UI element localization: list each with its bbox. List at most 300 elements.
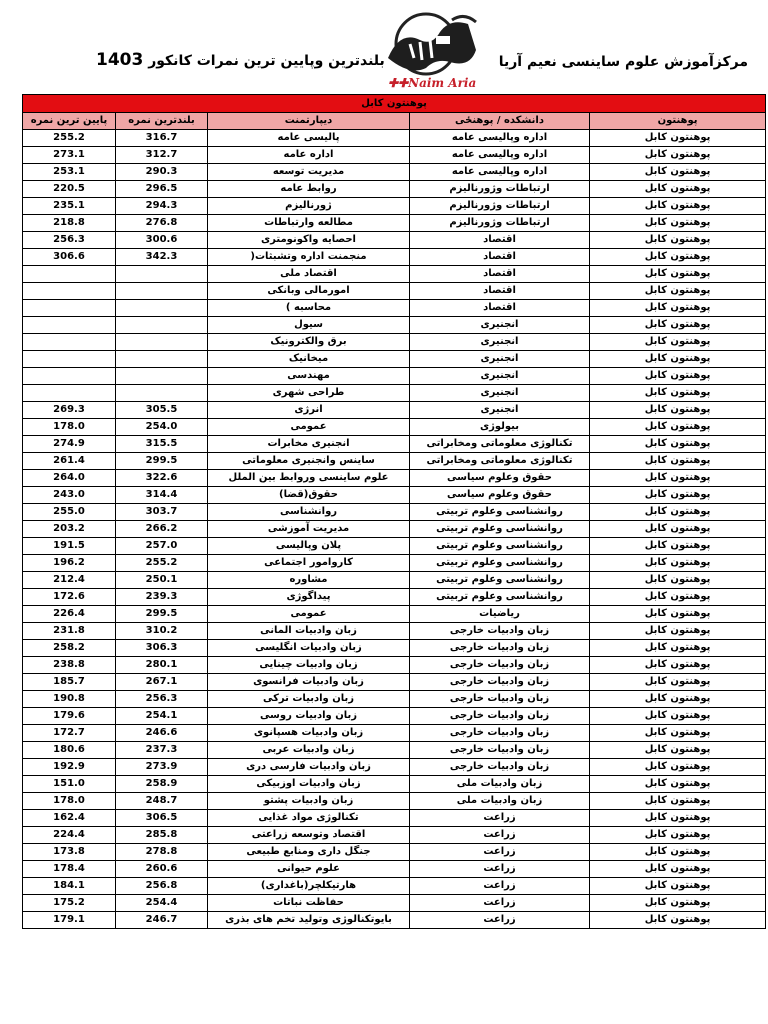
faculty-cell: زبان وادبیات ملی <box>410 793 590 810</box>
faculty-cell: زراعت <box>410 844 590 861</box>
table-row <box>23 572 766 589</box>
faculty-cell: ریاضیات <box>410 606 590 623</box>
highest-score-cell: 273.9 <box>116 759 208 776</box>
highest-score-cell: 280.1 <box>116 657 208 674</box>
faculty-cell: اقتصاد <box>410 300 590 317</box>
highest-score-cell: 250.1 <box>116 572 208 589</box>
highest-score-cell <box>116 283 208 300</box>
lowest-score-cell: 173.8 <box>23 844 116 861</box>
col-lowest-score: پایین ترین نمره <box>23 113 116 130</box>
department-cell: سیول <box>208 317 410 334</box>
table-row <box>23 232 766 249</box>
lowest-score-cell: 178.0 <box>23 793 116 810</box>
highest-score-cell <box>116 351 208 368</box>
faculty-cell: روانشناسی وعلوم تربیتی <box>410 555 590 572</box>
university-cell: پوهنتون کابل <box>590 385 766 402</box>
lowest-score-cell: 224.4 <box>23 827 116 844</box>
lowest-score-cell: 238.8 <box>23 657 116 674</box>
department-cell: اقتصاد ملی <box>208 266 410 283</box>
university-cell: پوهنتون کابل <box>590 368 766 385</box>
table-row <box>23 521 766 538</box>
highest-score-cell: 312.7 <box>116 147 208 164</box>
lowest-score-cell: 172.7 <box>23 725 116 742</box>
department-cell: منجمنت اداره وتشبثات( <box>208 249 410 266</box>
highest-score-cell: 256.8 <box>116 878 208 895</box>
table-header-row <box>23 113 766 130</box>
lowest-score-cell: 212.4 <box>23 572 116 589</box>
table-row <box>23 589 766 606</box>
highest-score-cell: 255.2 <box>116 555 208 572</box>
department-cell: علوم حیوانی <box>208 861 410 878</box>
university-cell: پوهنتون کابل <box>590 793 766 810</box>
university-cell: پوهنتون کابل <box>590 164 766 181</box>
department-cell: علوم ساینسی وروابط بین الملل <box>208 470 410 487</box>
department-cell: زبان وادبیات المانی <box>208 623 410 640</box>
lowest-score-cell: 196.2 <box>23 555 116 572</box>
faculty-cell: تکنالوژی معلوماتی ومخابراتی <box>410 436 590 453</box>
department-cell: زبان وادبیات هسپانوی <box>208 725 410 742</box>
university-cell: پوهنتون کابل <box>590 657 766 674</box>
faculty-cell: اداره وپالیسی عامه <box>410 164 590 181</box>
lowest-score-cell: 192.9 <box>23 759 116 776</box>
table-row <box>23 538 766 555</box>
highest-score-cell <box>116 385 208 402</box>
university-cell: پوهنتون کابل <box>590 776 766 793</box>
university-cell: پوهنتون کابل <box>590 249 766 266</box>
lowest-score-cell: 179.6 <box>23 708 116 725</box>
table-row <box>23 844 766 861</box>
lowest-score-cell <box>23 317 116 334</box>
table-row <box>23 742 766 759</box>
faculty-cell: روانشناسی وعلوم تربیتی <box>410 504 590 521</box>
highest-score-cell: 266.2 <box>116 521 208 538</box>
table-row <box>23 402 766 419</box>
faculty-cell: زبان وادبیات خارجی <box>410 725 590 742</box>
university-cell: پوهنتون کابل <box>590 351 766 368</box>
university-cell: پوهنتون کابل <box>590 538 766 555</box>
faculty-cell: زراعت <box>410 827 590 844</box>
department-cell: امورمالی وبانکی <box>208 283 410 300</box>
faculty-cell: زبان وادبیات خارجی <box>410 759 590 776</box>
department-cell: مدیریت آموزشی <box>208 521 410 538</box>
department-cell: اقتصاد وتوسعه زراعتی <box>208 827 410 844</box>
col-faculty: دانشکده / پوهنځی <box>410 113 590 130</box>
highest-score-cell <box>116 317 208 334</box>
faculty-cell: حقوق وعلوم سیاسی <box>410 487 590 504</box>
faculty-cell: اقتصاد <box>410 249 590 266</box>
university-cell: پوهنتون کابل <box>590 487 766 504</box>
highest-score-cell: 248.7 <box>116 793 208 810</box>
highest-score-cell: 299.5 <box>116 606 208 623</box>
naim-aria-logo <box>380 10 488 94</box>
university-cell: پوهنتون کابل <box>590 708 766 725</box>
university-cell: پوهنتون کابل <box>590 521 766 538</box>
faculty-cell: اقتصاد <box>410 283 590 300</box>
university-cell: پوهنتون کابل <box>590 725 766 742</box>
highest-score-cell <box>116 300 208 317</box>
lowest-score-cell: 220.5 <box>23 181 116 198</box>
highest-score-cell: 254.1 <box>116 708 208 725</box>
department-cell: حفاظت نباتات <box>208 895 410 912</box>
department-cell: انجنیری مخابرات <box>208 436 410 453</box>
lowest-score-cell: 256.3 <box>23 232 116 249</box>
faculty-cell: تکنالوژی معلوماتی ومخابراتی <box>410 453 590 470</box>
department-cell: کاروامور اجتماعی <box>208 555 410 572</box>
table-row <box>23 708 766 725</box>
university-cell: پوهنتون کابل <box>590 232 766 249</box>
department-cell: حقوق(قضا) <box>208 487 410 504</box>
logo-mark-icon <box>380 10 488 80</box>
department-cell: روانشناسی <box>208 504 410 521</box>
department-cell: مهندسی <box>208 368 410 385</box>
university-cell: پوهنتون کابل <box>590 827 766 844</box>
faculty-cell: زبان وادبیات ملی <box>410 776 590 793</box>
department-cell: مشاوره <box>208 572 410 589</box>
highest-score-cell: 296.5 <box>116 181 208 198</box>
department-cell: روابط عامه <box>208 181 410 198</box>
lowest-score-cell <box>23 283 116 300</box>
table-row <box>23 317 766 334</box>
highest-score-cell: 342.3 <box>116 249 208 266</box>
highest-score-cell: 300.6 <box>116 232 208 249</box>
department-cell: تکنالوژی مواد غذایی <box>208 810 410 827</box>
table-row <box>23 623 766 640</box>
faculty-cell: زراعت <box>410 895 590 912</box>
table-row <box>23 504 766 521</box>
department-cell: طراحی شهری <box>208 385 410 402</box>
highest-score-cell: 246.6 <box>116 725 208 742</box>
highest-score-cell: 316.7 <box>116 130 208 147</box>
scores-table <box>22 94 766 929</box>
university-cell: پوهنتون کابل <box>590 589 766 606</box>
department-cell: انرژی <box>208 402 410 419</box>
lowest-score-cell: 269.3 <box>23 402 116 419</box>
highest-score-cell: 254.0 <box>116 419 208 436</box>
table-row <box>23 895 766 912</box>
table-row <box>23 198 766 215</box>
page-header <box>0 0 768 94</box>
department-cell: زبان وادبیات چینایی <box>208 657 410 674</box>
department-cell: برق والکترونیک <box>208 334 410 351</box>
faculty-cell: انجنیری <box>410 334 590 351</box>
university-cell: پوهنتون کابل <box>590 283 766 300</box>
lowest-score-cell: 191.5 <box>23 538 116 555</box>
faculty-cell: زبان وادبیات خارجی <box>410 623 590 640</box>
table-row <box>23 759 766 776</box>
table-row <box>23 776 766 793</box>
department-cell: محاسبه ) <box>208 300 410 317</box>
lowest-score-cell: 184.1 <box>23 878 116 895</box>
lowest-score-cell: 255.0 <box>23 504 116 521</box>
highest-score-cell: 257.0 <box>116 538 208 555</box>
table-banner: پوهنتون کابل <box>23 95 766 113</box>
university-cell: پوهنتون کابل <box>590 130 766 147</box>
faculty-cell: زراعت <box>410 810 590 827</box>
table-row <box>23 147 766 164</box>
faculty-cell: انجنیری <box>410 385 590 402</box>
university-cell: پوهنتون کابل <box>590 181 766 198</box>
university-cell: پوهنتون کابل <box>590 453 766 470</box>
department-cell: زبان وادبیات انگلیسی <box>208 640 410 657</box>
logo-latin-text: ✚✚Naim Aria <box>388 76 477 90</box>
lowest-score-cell: 151.0 <box>23 776 116 793</box>
lowest-score-cell: 179.1 <box>23 912 116 929</box>
table-row <box>23 878 766 895</box>
university-cell: پوهنتون کابل <box>590 419 766 436</box>
department-cell: مطالعه وارتباطات <box>208 215 410 232</box>
table-row <box>23 674 766 691</box>
lowest-score-cell: 258.2 <box>23 640 116 657</box>
faculty-cell: زبان وادبیات خارجی <box>410 742 590 759</box>
university-cell: پوهنتون کابل <box>590 691 766 708</box>
lowest-score-cell: 274.9 <box>23 436 116 453</box>
table-row <box>23 436 766 453</box>
table-row <box>23 249 766 266</box>
highest-score-cell: 256.3 <box>116 691 208 708</box>
faculty-cell: زراعت <box>410 912 590 929</box>
highest-score-cell: 246.7 <box>116 912 208 929</box>
university-cell: پوهنتون کابل <box>590 300 766 317</box>
faculty-cell: اداره وپالیسی عامه <box>410 147 590 164</box>
faculty-cell: ارتباطات وژورنالیزم <box>410 215 590 232</box>
highest-score-cell <box>116 334 208 351</box>
department-cell: پالیسی عامه <box>208 130 410 147</box>
table-row <box>23 861 766 878</box>
university-cell: پوهنتون کابل <box>590 504 766 521</box>
lowest-score-cell: 273.1 <box>23 147 116 164</box>
university-cell: پوهنتون کابل <box>590 742 766 759</box>
department-cell: پیداگوژی <box>208 589 410 606</box>
lowest-score-cell: 231.8 <box>23 623 116 640</box>
faculty-cell: زراعت <box>410 861 590 878</box>
highest-score-cell: 299.5 <box>116 453 208 470</box>
lowest-score-cell: 178.4 <box>23 861 116 878</box>
department-cell: بایوتکنالوژی وتولید تخم های بذری <box>208 912 410 929</box>
table-row <box>23 130 766 147</box>
faculty-cell: زراعت <box>410 878 590 895</box>
faculty-cell: حقوق وعلوم سیاسی <box>410 470 590 487</box>
lowest-score-cell: 178.0 <box>23 419 116 436</box>
highest-score-cell: 306.5 <box>116 810 208 827</box>
department-cell: ژورنالیزم <box>208 198 410 215</box>
department-cell: پلان وپالیسی <box>208 538 410 555</box>
table-banner-row <box>23 95 766 113</box>
university-cell: پوهنتون کابل <box>590 555 766 572</box>
table-row <box>23 810 766 827</box>
department-cell: زبان وادبیات ترکی <box>208 691 410 708</box>
table-row <box>23 453 766 470</box>
highest-score-cell: 305.5 <box>116 402 208 419</box>
faculty-cell: روانشناسی وعلوم تربیتی <box>410 521 590 538</box>
lowest-score-cell: 235.1 <box>23 198 116 215</box>
table-row <box>23 351 766 368</box>
highest-score-cell: 315.5 <box>116 436 208 453</box>
col-university: پوهنتون <box>590 113 766 130</box>
table-row <box>23 606 766 623</box>
highest-score-cell: 260.6 <box>116 861 208 878</box>
faculty-cell: زبان وادبیات خارجی <box>410 708 590 725</box>
department-cell: جنگل داری ومنابع طبیعی <box>208 844 410 861</box>
university-cell: پوهنتون کابل <box>590 402 766 419</box>
department-cell: عمومی <box>208 419 410 436</box>
faculty-cell: زبان وادبیات خارجی <box>410 691 590 708</box>
university-cell: پوهنتون کابل <box>590 640 766 657</box>
university-cell: پوهنتون کابل <box>590 334 766 351</box>
lowest-score-cell: 253.1 <box>23 164 116 181</box>
table-row <box>23 181 766 198</box>
highest-score-cell: 267.1 <box>116 674 208 691</box>
university-cell: پوهنتون کابل <box>590 198 766 215</box>
faculty-cell: انجنیری <box>410 317 590 334</box>
table-row <box>23 470 766 487</box>
lowest-score-cell: 226.4 <box>23 606 116 623</box>
university-cell: پوهنتون کابل <box>590 623 766 640</box>
table-row <box>23 368 766 385</box>
highest-score-cell: 310.2 <box>116 623 208 640</box>
highest-score-cell: 294.3 <box>116 198 208 215</box>
highest-score-cell: 322.6 <box>116 470 208 487</box>
faculty-cell: روانشناسی وعلوم تربیتی <box>410 572 590 589</box>
university-cell: پوهنتون کابل <box>590 878 766 895</box>
university-cell: پوهنتون کابل <box>590 810 766 827</box>
table-row <box>23 215 766 232</box>
title-text: بلندترین وپایین ترین نمرات کانکور <box>148 53 385 69</box>
lowest-score-cell: 243.0 <box>23 487 116 504</box>
lowest-score-cell <box>23 334 116 351</box>
department-cell: زبان وادبیات پشتو <box>208 793 410 810</box>
table-row <box>23 385 766 402</box>
highest-score-cell: 306.3 <box>116 640 208 657</box>
university-cell: پوهنتون کابل <box>590 606 766 623</box>
university-cell: پوهنتون کابل <box>590 759 766 776</box>
university-cell: پوهنتون کابل <box>590 436 766 453</box>
highest-score-cell <box>116 266 208 283</box>
university-cell: پوهنتون کابل <box>590 861 766 878</box>
university-cell: پوهنتون کابل <box>590 147 766 164</box>
faculty-cell: زبان وادبیات خارجی <box>410 640 590 657</box>
faculty-cell: انجنیری <box>410 368 590 385</box>
highest-score-cell: 290.3 <box>116 164 208 181</box>
university-cell: پوهنتون کابل <box>590 895 766 912</box>
highest-score-cell <box>116 368 208 385</box>
department-cell: عمومی <box>208 606 410 623</box>
lowest-score-cell: 264.0 <box>23 470 116 487</box>
department-cell: زبان وادبیات اوزبیکی <box>208 776 410 793</box>
table-row <box>23 691 766 708</box>
department-cell: زبان وادبیات فارسی دری <box>208 759 410 776</box>
highest-score-cell: 285.8 <box>116 827 208 844</box>
lowest-score-cell: 185.7 <box>23 674 116 691</box>
lowest-score-cell: 190.8 <box>23 691 116 708</box>
table-row <box>23 657 766 674</box>
table-row <box>23 725 766 742</box>
faculty-cell: اقتصاد <box>410 232 590 249</box>
title-year: 1403 <box>96 50 144 70</box>
university-cell: پوهنتون کابل <box>590 317 766 334</box>
table-row <box>23 640 766 657</box>
lowest-score-cell <box>23 368 116 385</box>
highest-score-cell: 314.4 <box>116 487 208 504</box>
department-cell: هارتیکلچر(باغداری) <box>208 878 410 895</box>
faculty-cell: انجنیری <box>410 402 590 419</box>
department-cell: احصایه واکونومتری <box>208 232 410 249</box>
table-row <box>23 164 766 181</box>
table-row <box>23 334 766 351</box>
highest-score-cell: 239.3 <box>116 589 208 606</box>
table-row <box>23 827 766 844</box>
university-cell: پوهنتون کابل <box>590 844 766 861</box>
lowest-score-cell: 255.2 <box>23 130 116 147</box>
lowest-score-cell: 180.6 <box>23 742 116 759</box>
highest-score-cell: 258.9 <box>116 776 208 793</box>
department-cell: زبان وادبیات روسی <box>208 708 410 725</box>
logo-plus-icon: ✚✚ <box>388 76 409 90</box>
department-cell: اداره عامه <box>208 147 410 164</box>
lowest-score-cell: 203.2 <box>23 521 116 538</box>
col-highest-score: بلندترین نمره <box>116 113 208 130</box>
lowest-score-cell <box>23 266 116 283</box>
university-cell: پوهنتون کابل <box>590 266 766 283</box>
highest-score-cell: 278.8 <box>116 844 208 861</box>
institute-name: مرکزآموزش علوم ساینسی نعیم آریا <box>498 54 748 70</box>
department-cell: میخانیک <box>208 351 410 368</box>
highest-score-cell: 276.8 <box>116 215 208 232</box>
faculty-cell: زبان وادبیات خارجی <box>410 657 590 674</box>
lowest-score-cell: 261.4 <box>23 453 116 470</box>
lowest-score-cell: 172.6 <box>23 589 116 606</box>
faculty-cell: بیولوژی <box>410 419 590 436</box>
table-row <box>23 283 766 300</box>
lowest-score-cell: 306.6 <box>23 249 116 266</box>
faculty-cell: روانشناسی وعلوم تربیتی <box>410 538 590 555</box>
faculty-cell: زبان وادبیات خارجی <box>410 674 590 691</box>
university-cell: پوهنتون کابل <box>590 572 766 589</box>
department-cell: زبان وادبیات فرانسوی <box>208 674 410 691</box>
col-department: دیپارتمنت <box>208 113 410 130</box>
table-row <box>23 555 766 572</box>
lowest-score-cell: 218.8 <box>23 215 116 232</box>
university-cell: پوهنتون کابل <box>590 674 766 691</box>
table-row <box>23 266 766 283</box>
department-cell: مدیریت توسعه <box>208 164 410 181</box>
table-row <box>23 487 766 504</box>
faculty-cell: ارتباطات وژورنالیزم <box>410 181 590 198</box>
department-cell: زبان وادبیات عربی <box>208 742 410 759</box>
university-cell: پوهنتون کابل <box>590 470 766 487</box>
faculty-cell: انجنیری <box>410 351 590 368</box>
highest-score-cell: 254.4 <box>116 895 208 912</box>
table-row <box>23 300 766 317</box>
faculty-cell: ارتباطات وژورنالیزم <box>410 198 590 215</box>
university-cell: پوهنتون کابل <box>590 215 766 232</box>
document-title <box>96 50 385 70</box>
table-row <box>23 793 766 810</box>
faculty-cell: اقتصاد <box>410 266 590 283</box>
lowest-score-cell <box>23 300 116 317</box>
table-row <box>23 419 766 436</box>
faculty-cell: اداره وپالیسی عامه <box>410 130 590 147</box>
lowest-score-cell: 162.4 <box>23 810 116 827</box>
lowest-score-cell: 175.2 <box>23 895 116 912</box>
highest-score-cell: 237.3 <box>116 742 208 759</box>
lowest-score-cell <box>23 385 116 402</box>
department-cell: ساینس وانجنیری معلوماتی <box>208 453 410 470</box>
university-cell: پوهنتون کابل <box>590 912 766 929</box>
lowest-score-cell <box>23 351 116 368</box>
table-row <box>23 912 766 929</box>
faculty-cell: روانشناسی وعلوم تربیتی <box>410 589 590 606</box>
highest-score-cell: 303.7 <box>116 504 208 521</box>
